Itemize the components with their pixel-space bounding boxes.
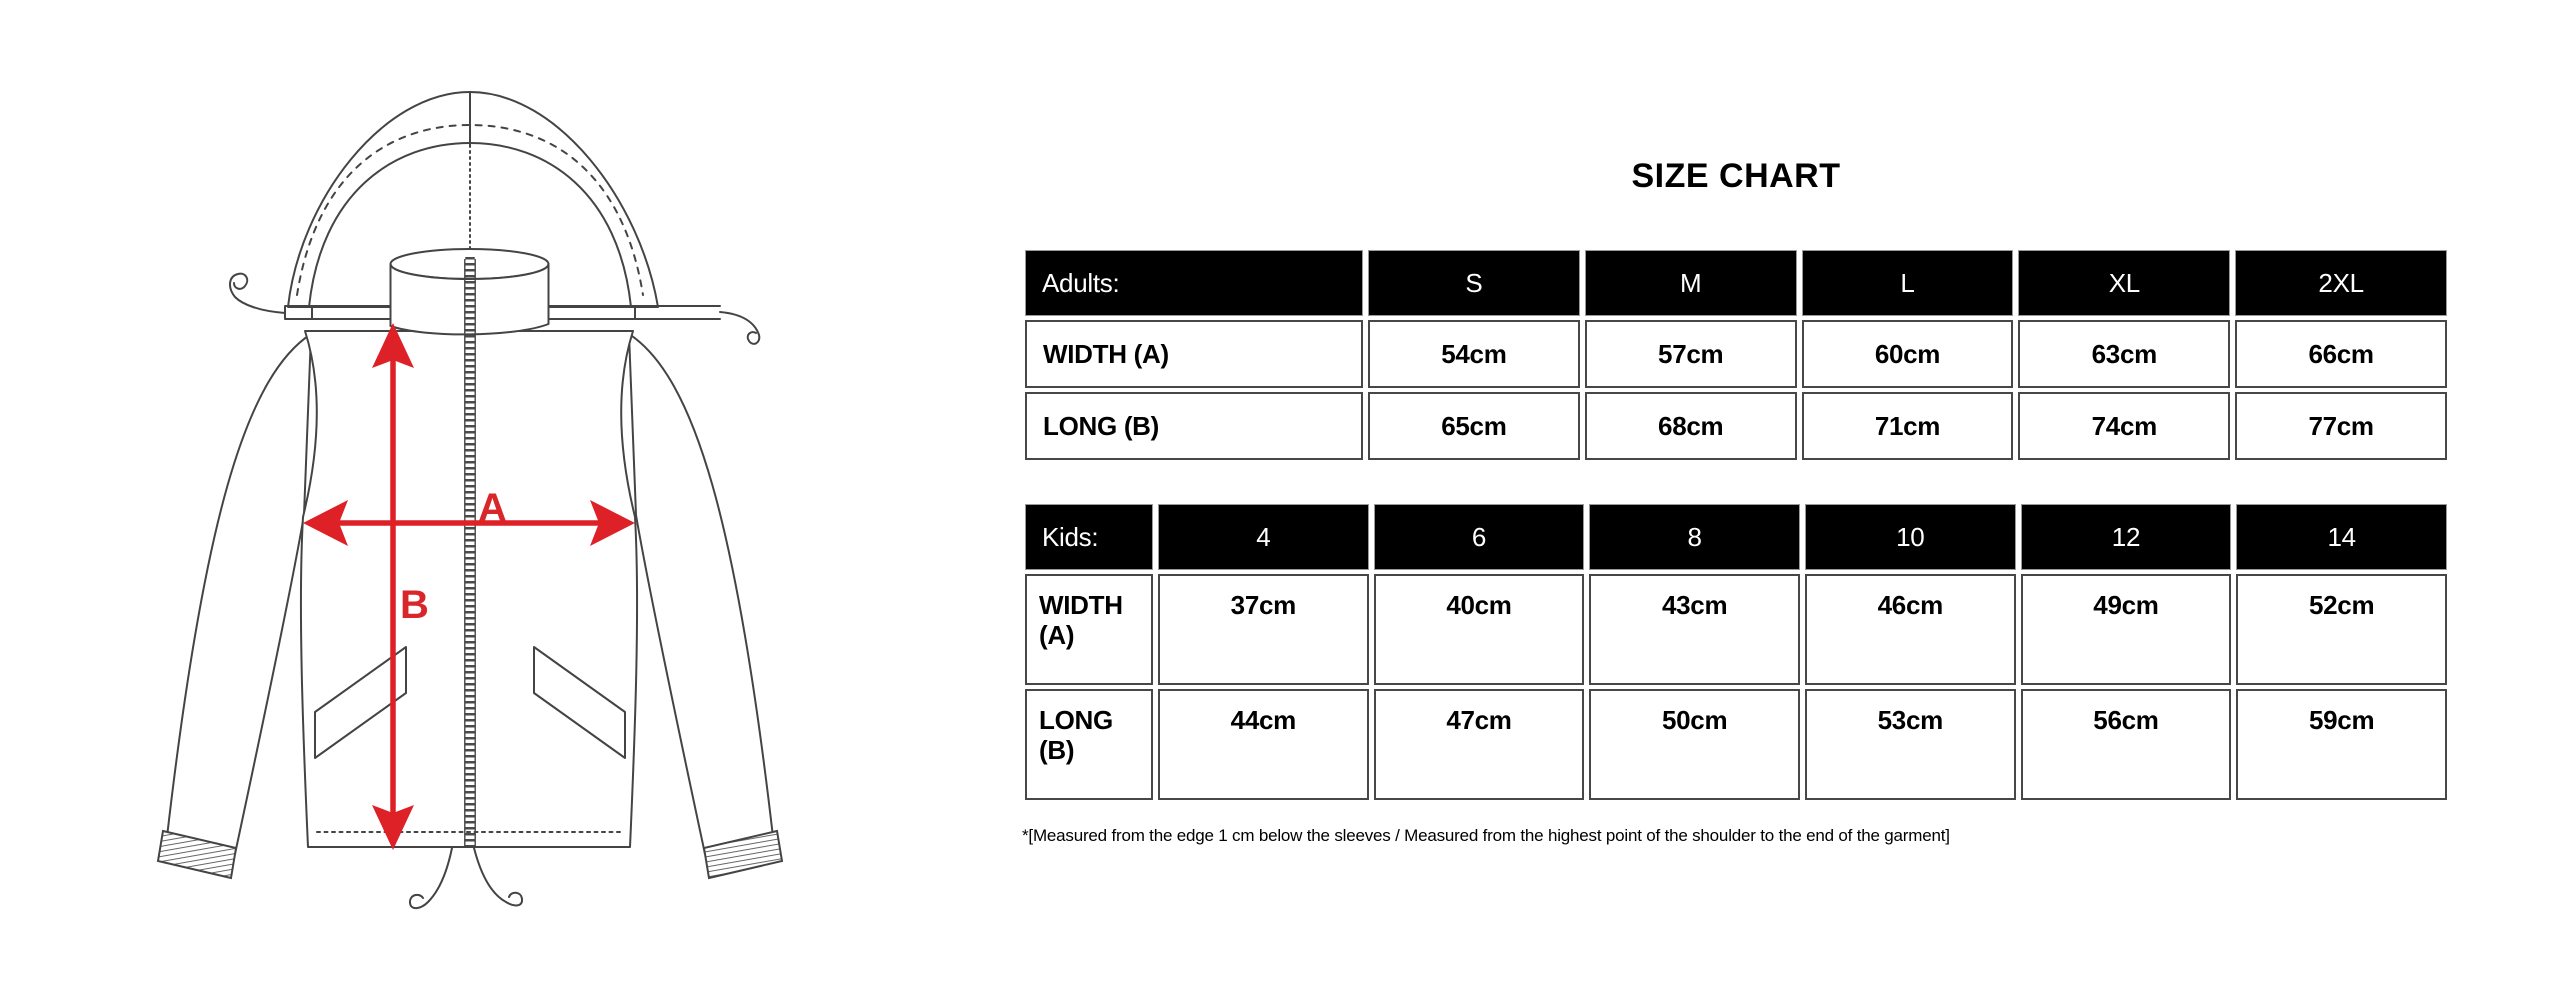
size-value-cell: 59cm — [2236, 689, 2447, 800]
kids-size-header-10: 10 — [1805, 504, 2016, 570]
kids-width-row — [1025, 574, 2447, 685]
size-value-cell: 71cm — [1802, 392, 2014, 460]
adults-size-header-m: M — [1585, 250, 1797, 316]
kids-size-table — [1020, 500, 2452, 804]
length-label: B — [400, 583, 429, 627]
size-value-cell: 47cm — [1374, 689, 1585, 800]
row-label-width: WIDTH (A) — [1025, 574, 1153, 685]
size-value-cell: 60cm — [1802, 320, 2014, 388]
adults-size-header-s: S — [1368, 250, 1580, 316]
adults-size-header-2xl: 2XL — [2235, 250, 2447, 316]
measurement-footnote: *[Measured from the edge 1 cm below the sleeves / Measured from the highest point of the shoulder to the end of the garment] — [1022, 826, 1950, 845]
adults-table-label: Adults: — [1025, 250, 1363, 316]
size-value-cell: 43cm — [1589, 574, 1800, 685]
adults-long-row — [1025, 392, 2447, 460]
collar — [391, 249, 549, 334]
size-chart-title: SIZE CHART — [1631, 157, 1841, 195]
kids-size-header-14: 14 — [2236, 504, 2447, 570]
hem-drawstrings — [410, 848, 522, 908]
jacket-diagram — [95, 35, 865, 965]
kids-table-label: Kids: — [1025, 504, 1153, 570]
size-value-cell: 77cm — [2235, 392, 2447, 460]
size-chart-panel — [1020, 156, 2452, 846]
kids-size-header-12: 12 — [2021, 504, 2232, 570]
size-value-cell: 52cm — [2236, 574, 2447, 685]
size-value-cell: 46cm — [1805, 574, 2016, 685]
adults-header-row — [1025, 250, 2447, 316]
size-value-cell: 44cm — [1158, 689, 1369, 800]
size-value-cell: 40cm — [1374, 574, 1585, 685]
size-value-cell: 53cm — [1805, 689, 2016, 800]
kids-size-header-8: 8 — [1589, 504, 1800, 570]
kids-size-header-6: 6 — [1374, 504, 1585, 570]
adults-size-header-xl: XL — [2018, 250, 2230, 316]
width-label: A — [478, 486, 507, 530]
size-value-cell: 66cm — [2235, 320, 2447, 388]
size-value-cell: 74cm — [2018, 392, 2230, 460]
size-value-cell: 65cm — [1368, 392, 1580, 460]
kids-header-row — [1025, 504, 2447, 570]
size-value-cell: 49cm — [2021, 574, 2232, 685]
size-value-cell: 37cm — [1158, 574, 1369, 685]
adults-size-table — [1020, 246, 2452, 464]
kids-size-header-4: 4 — [1158, 504, 1369, 570]
row-label-long: LONG (B) — [1025, 392, 1363, 460]
adults-size-header-l: L — [1802, 250, 2014, 316]
kids-long-row — [1025, 689, 2447, 800]
size-value-cell: 50cm — [1589, 689, 1800, 800]
size-value-cell: 57cm — [1585, 320, 1797, 388]
row-label-long: LONG (B) — [1025, 689, 1153, 800]
row-label-width: WIDTH (A) — [1025, 320, 1363, 388]
size-value-cell: 68cm — [1585, 392, 1797, 460]
size-value-cell: 54cm — [1368, 320, 1580, 388]
size-value-cell: 63cm — [2018, 320, 2230, 388]
size-value-cell: 56cm — [2021, 689, 2232, 800]
adults-width-row — [1025, 320, 2447, 388]
